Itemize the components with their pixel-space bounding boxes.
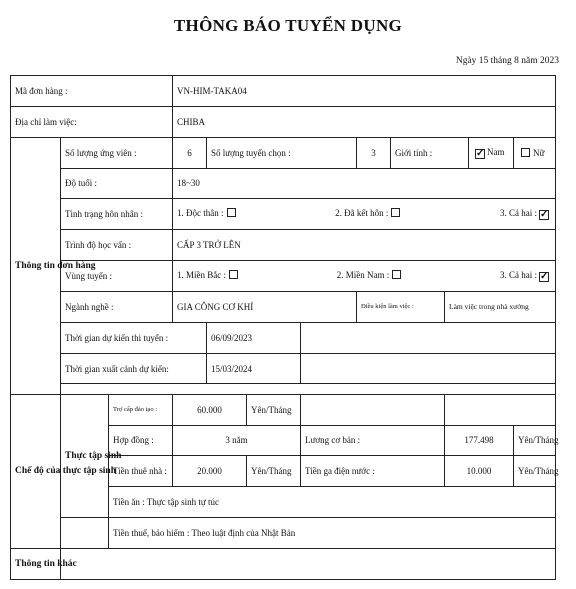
empty-checkbox-icon[interactable] bbox=[391, 208, 400, 217]
allowance-blank-2 bbox=[445, 394, 556, 425]
allowance-label: Trợ cấp đào tạo : bbox=[109, 394, 173, 425]
salary-label: Lương cơ bản : bbox=[301, 425, 445, 456]
conditions-value: Làm việc trong nhà xưởng bbox=[445, 291, 556, 322]
order-code-label: Mã đơn hàng : bbox=[11, 76, 173, 107]
benefits-section-label: Chế độ của thực tập sinh bbox=[11, 394, 61, 548]
checked-box-icon[interactable] bbox=[475, 149, 485, 159]
rent-value: 20.000 bbox=[173, 456, 247, 487]
region-label: Vùng tuyển : bbox=[61, 261, 173, 292]
age-label: Độ tuổi : bbox=[61, 168, 173, 199]
empty-checkbox-icon[interactable] bbox=[229, 270, 238, 279]
conditions-label: Điều kiện làm việc : bbox=[357, 291, 445, 322]
salary-unit: Yên/Tháng bbox=[514, 425, 556, 456]
marital-options bbox=[173, 199, 556, 230]
job-label: Ngành nghề : bbox=[61, 291, 173, 322]
job-value: GIA CÔNG CƠ KHÍ bbox=[173, 291, 357, 322]
empty-checkbox-icon[interactable] bbox=[227, 208, 236, 217]
age-value: 18~30 bbox=[173, 168, 556, 199]
rent-label: Tiền thuê nhà : bbox=[109, 456, 173, 487]
workplace-value: CHIBA bbox=[173, 106, 556, 137]
candidates-value: 6 bbox=[173, 137, 207, 168]
marital-married-option[interactable] bbox=[335, 208, 403, 220]
issue-date: Ngày 15 tháng 8 năm 2023 bbox=[455, 56, 559, 66]
contract-label: Hợp đồng : bbox=[109, 425, 173, 456]
education-value: CẤP 3 TRỞ LÊN bbox=[173, 230, 556, 261]
empty-checkbox-icon[interactable] bbox=[521, 148, 530, 157]
region-south-text: 2. Miền Nam : bbox=[336, 269, 390, 280]
recruitment-form bbox=[10, 75, 559, 580]
selected-label: Số lượng tuyển chọn : bbox=[207, 137, 357, 168]
other-info-content bbox=[61, 548, 556, 579]
order-info-spacer bbox=[61, 384, 556, 394]
region-both-text: 3. Cả hai : bbox=[500, 269, 538, 280]
gender-label: Giới tính : bbox=[391, 137, 469, 168]
departure-date-blank bbox=[301, 353, 556, 384]
utilities-unit: Yên/Tháng bbox=[514, 456, 556, 487]
marital-both-text: 3. Cả hai : bbox=[500, 208, 538, 219]
page-title: THÔNG BÁO TUYỂN DỤNG bbox=[173, 16, 403, 35]
marital-both-option[interactable] bbox=[500, 208, 551, 220]
marital-single-text: 1. Độc thân : bbox=[177, 208, 224, 219]
salary-value: 177.498 bbox=[445, 425, 514, 456]
food-cost-text: Tiền ăn : Thực tập sinh tự túc bbox=[109, 487, 556, 518]
exam-date-blank bbox=[301, 322, 556, 353]
other-info-section-label: Thông tin khác bbox=[11, 548, 61, 579]
gender-female-option[interactable] bbox=[514, 137, 556, 168]
checked-box-icon[interactable] bbox=[539, 272, 549, 282]
selected-value: 3 bbox=[357, 137, 391, 168]
utilities-label: Tiền ga điện nước : bbox=[301, 456, 445, 487]
order-info-section-label: Thông tin đơn hàng bbox=[11, 137, 61, 394]
allowance-unit: Yên/Tháng bbox=[247, 394, 301, 425]
gender-female-text: Nữ bbox=[533, 147, 545, 158]
workplace-label: Địa chỉ làm việc: bbox=[11, 106, 173, 137]
departure-date-value: 15/03/2024 bbox=[207, 353, 301, 384]
trainee-sub-blank bbox=[61, 518, 109, 549]
order-code-value: VN-HIM-TAKA04 bbox=[173, 76, 556, 107]
gender-male-text: Nam bbox=[487, 146, 505, 157]
marital-label: Tình trạng hôn nhân : bbox=[61, 199, 173, 230]
contract-value: 3 năm bbox=[173, 425, 301, 456]
marital-single-option[interactable] bbox=[177, 208, 239, 220]
rent-unit: Yên/Tháng bbox=[247, 456, 301, 487]
allowance-blank-1 bbox=[301, 394, 445, 425]
departure-date-label: Thời gian xuất cảnh dự kiến: bbox=[61, 353, 207, 384]
region-options bbox=[173, 261, 556, 292]
candidates-label: Số lượng ứng viên : bbox=[61, 137, 173, 168]
checked-box-icon[interactable] bbox=[539, 210, 549, 220]
region-north-text: 1. Miền Bắc : bbox=[177, 269, 227, 280]
region-south-option[interactable] bbox=[337, 270, 405, 282]
gender-male-option[interactable] bbox=[469, 137, 514, 168]
allowance-value: 60.000 bbox=[173, 394, 247, 425]
trainee-sub-label: Thực tập sinh bbox=[61, 394, 109, 517]
empty-checkbox-icon[interactable] bbox=[392, 270, 401, 279]
education-label: Trình độ học vấn : bbox=[61, 230, 173, 261]
region-north-option[interactable] bbox=[177, 270, 241, 282]
tax-insurance-text: Tiền thuế, bảo hiểm : Theo luật định của Nhật Bản bbox=[109, 518, 556, 549]
utilities-value: 10.000 bbox=[445, 456, 514, 487]
marital-married-text: 2. Đã kết hôn : bbox=[335, 208, 389, 219]
region-both-option[interactable] bbox=[500, 270, 551, 282]
exam-date-value: 06/09/2023 bbox=[207, 322, 301, 353]
exam-date-label: Thời gian dự kiến thi tuyển : bbox=[61, 322, 207, 353]
